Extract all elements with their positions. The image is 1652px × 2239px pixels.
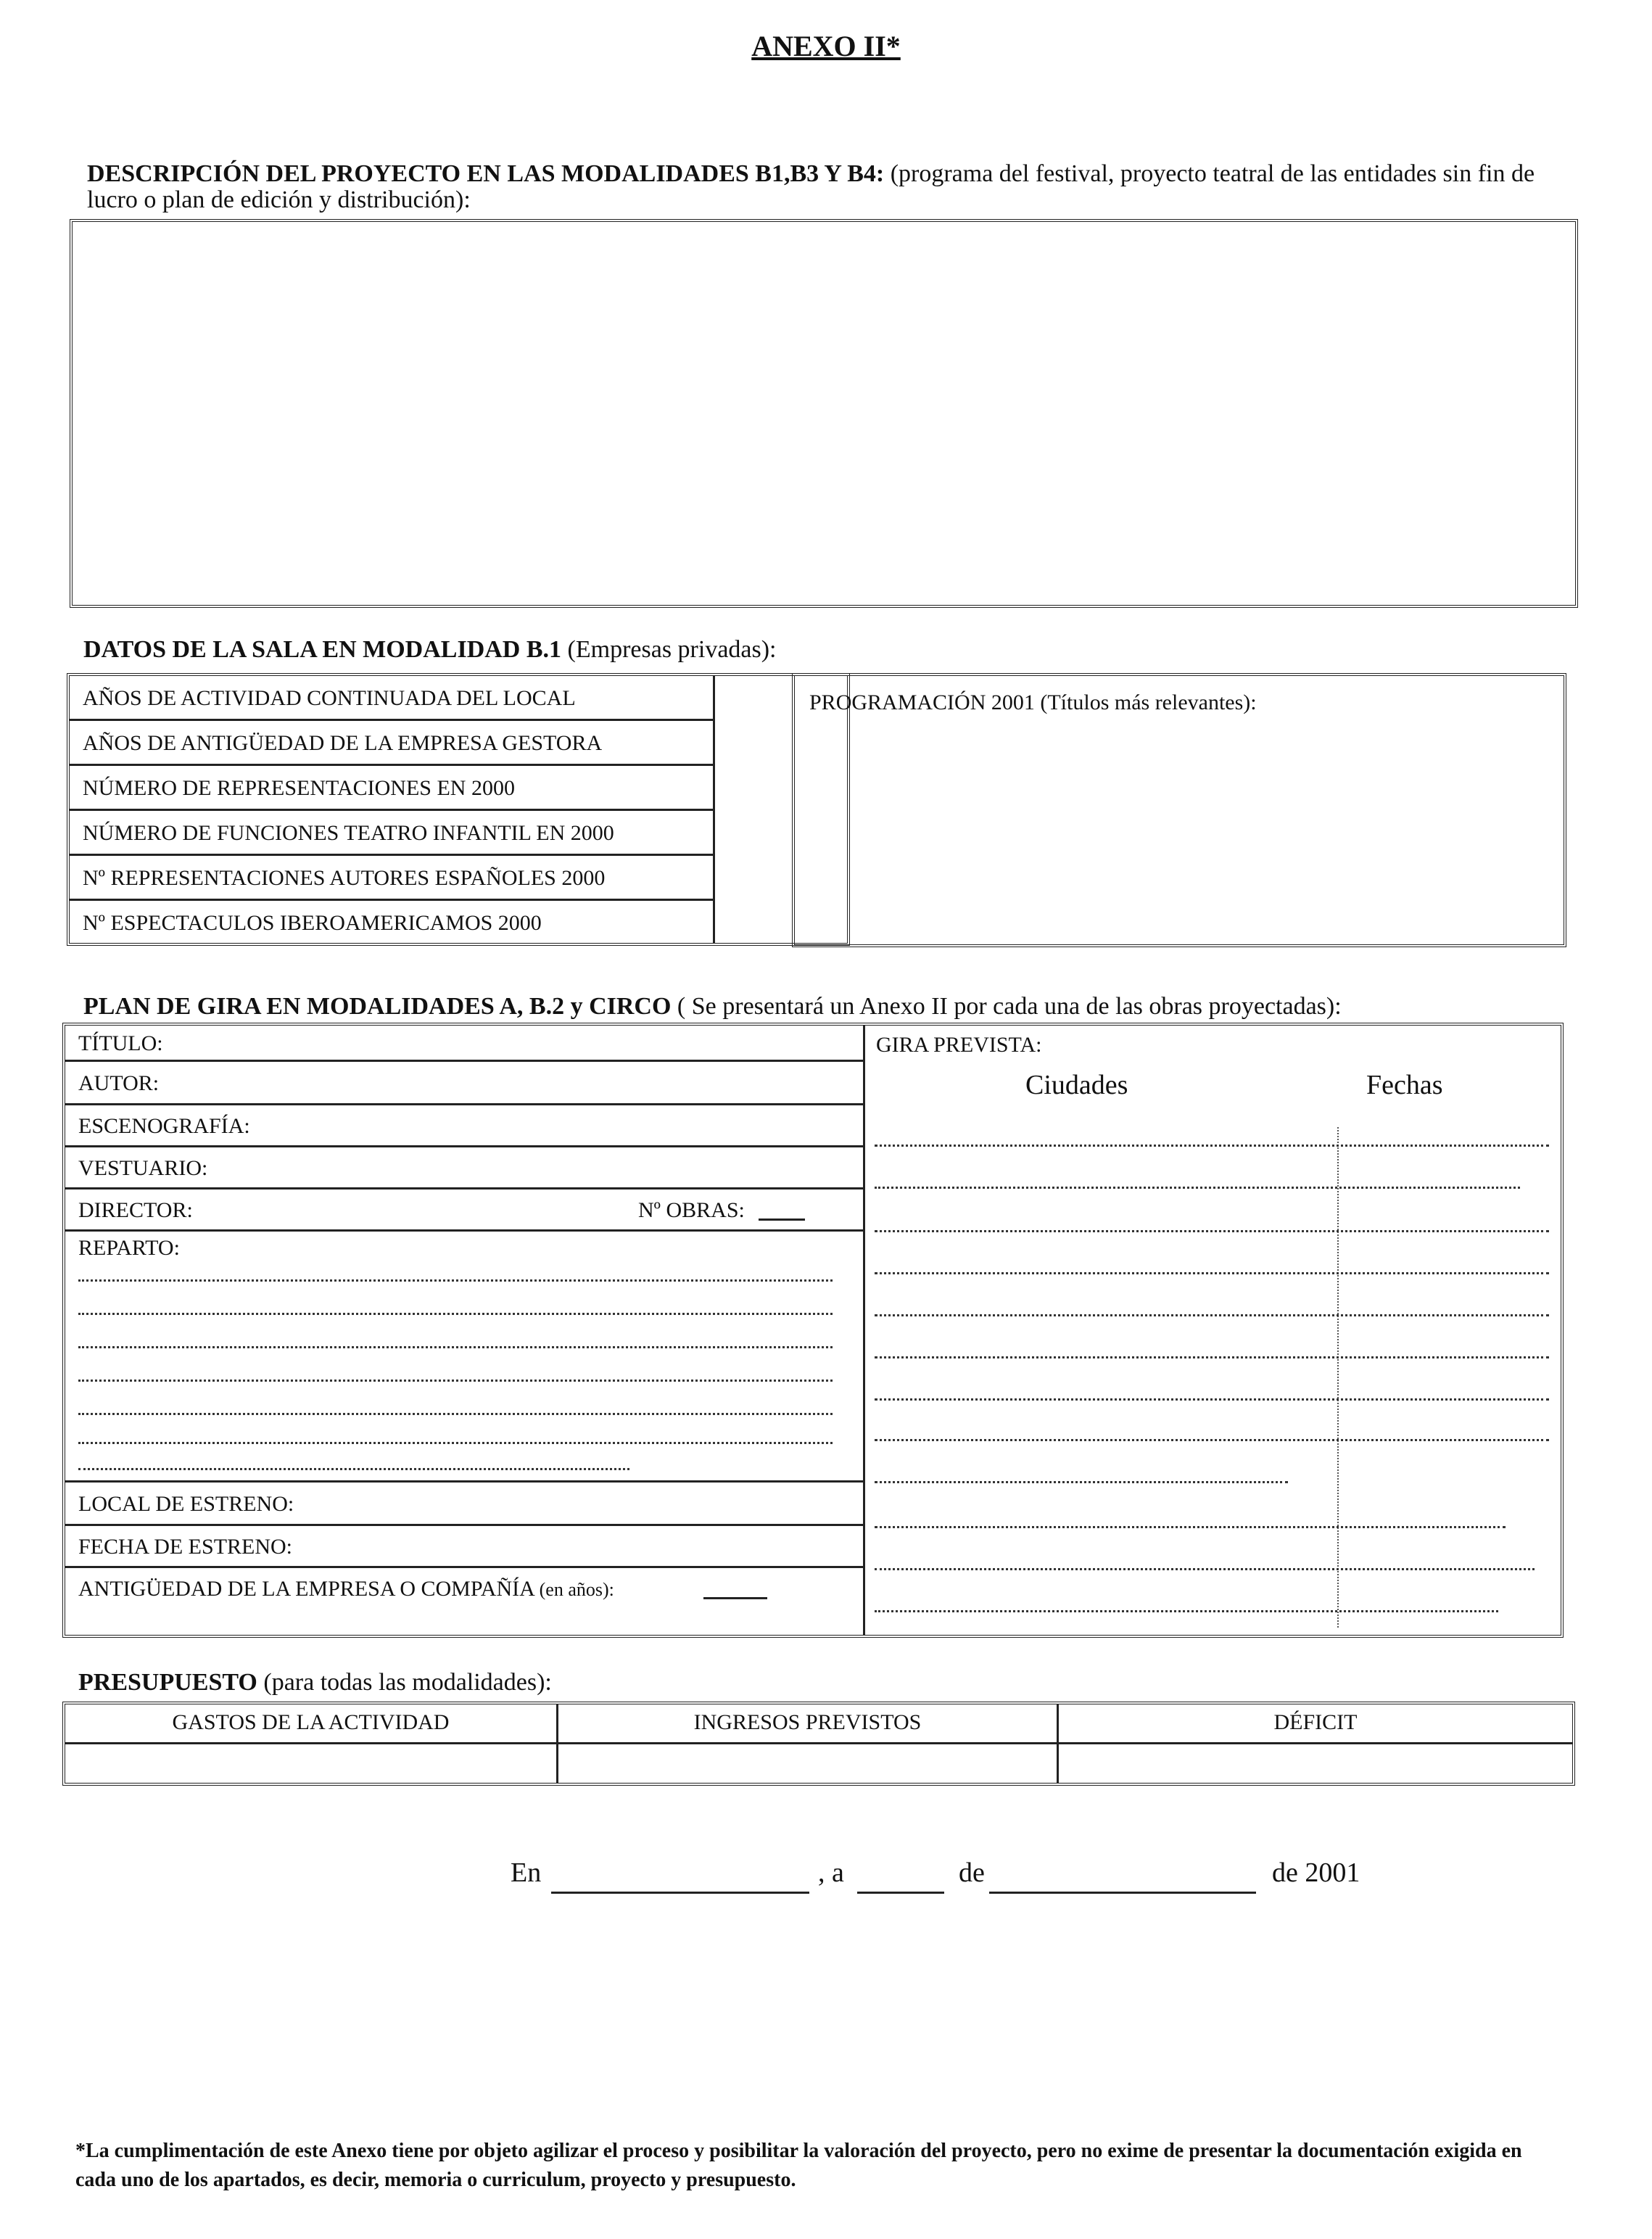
gastos-column-head: GASTOS DE LA ACTIVIDAD bbox=[65, 1704, 556, 1744]
signature-en: En bbox=[511, 1857, 542, 1888]
section-budget-heading-bold: PRESUPUESTO bbox=[78, 1669, 257, 1696]
column-divider bbox=[863, 1026, 865, 1635]
gira-dotted-line[interactable] bbox=[875, 1481, 1288, 1483]
signature-de: de bbox=[959, 1857, 985, 1888]
section-venue-heading bbox=[83, 637, 777, 663]
section-budget-heading bbox=[78, 1670, 552, 1696]
antiguedad-blank[interactable] bbox=[703, 1597, 767, 1599]
gira-dotted-line[interactable] bbox=[875, 1398, 1549, 1401]
deficit-column-head: DÉFICIT bbox=[1059, 1704, 1572, 1744]
section-description-heading-bold: DESCRIPCIÓN DEL PROYECTO EN LAS MODALIDADES B1,B3 Y B4: bbox=[87, 160, 885, 187]
budget-table bbox=[62, 1702, 1575, 1786]
programacion-label: PROGRAMACIÓN 2001 (Títulos más relevantes): bbox=[809, 690, 1257, 714]
section-description-heading bbox=[87, 161, 1552, 213]
escenografia-field[interactable] bbox=[65, 1105, 863, 1147]
signature-place-blank[interactable] bbox=[551, 1892, 809, 1894]
section-description-heading-note: (programa del festival, proyecto teatral de las entidades sin fin de lucro o plan de edición y distribución): bbox=[87, 160, 1535, 213]
section-tour-heading-bold: PLAN DE GIRA EN MODALIDADES A, B.2 y CIRCO bbox=[83, 993, 672, 1020]
fecha-estreno-label: FECHA DE ESTRENO: bbox=[78, 1535, 293, 1559]
n-obras-label: Nº OBRAS: bbox=[638, 1198, 745, 1222]
section-budget-heading-note: (para todas las modalidades): bbox=[257, 1669, 552, 1696]
gira-dotted-line[interactable] bbox=[875, 1145, 1549, 1147]
reparto-dotted-line bbox=[78, 1313, 833, 1315]
venue-data-table bbox=[67, 673, 850, 946]
gira-dotted-line[interactable] bbox=[875, 1314, 1549, 1316]
gira-dotted-line[interactable] bbox=[875, 1568, 1535, 1570]
programacion-field[interactable] bbox=[792, 673, 1566, 947]
n-obras-blank[interactable] bbox=[759, 1219, 805, 1221]
gira-column-separator bbox=[1337, 1127, 1339, 1628]
section-venue-heading-bold: DATOS DE LA SALA EN MODALIDAD B.1 bbox=[83, 636, 562, 663]
ciudades-column-head: Ciudades bbox=[1025, 1070, 1128, 1100]
signature-a: , a bbox=[818, 1857, 844, 1888]
reparto-dotted-line bbox=[78, 1468, 629, 1470]
venue-row-label: Nº ESPECTACULOS IBEROAMERICAMOS 2000 bbox=[70, 901, 715, 943]
venue-row-label: NÚMERO DE REPRESENTACIONES EN 2000 bbox=[70, 766, 715, 811]
page-title: ANEXO II* bbox=[751, 30, 901, 62]
reparto-dotted-line bbox=[78, 1413, 833, 1415]
director-field[interactable] bbox=[65, 1189, 863, 1232]
signature-year: de 2001 bbox=[1272, 1857, 1360, 1888]
gira-dotted-line[interactable] bbox=[875, 1272, 1549, 1274]
gira-dotted-line[interactable] bbox=[875, 1230, 1549, 1232]
antiguedad-field[interactable] bbox=[65, 1568, 863, 1635]
fechas-column-head: Fechas bbox=[1366, 1070, 1443, 1100]
reparto-field[interactable] bbox=[65, 1232, 863, 1483]
escenografia-label: ESCENOGRAFÍA: bbox=[78, 1114, 250, 1138]
project-description-field[interactable] bbox=[70, 219, 1578, 608]
section-venue-heading-note: (Empresas privadas): bbox=[561, 636, 777, 663]
reparto-dotted-line bbox=[78, 1279, 833, 1282]
venue-row-label: AÑOS DE ACTIVIDAD CONTINUADA DEL LOCAL bbox=[70, 676, 715, 721]
autor-label: AUTOR: bbox=[78, 1071, 160, 1095]
vestuario-label: VESTUARIO: bbox=[78, 1156, 208, 1180]
director-label: DIRECTOR: bbox=[78, 1198, 193, 1222]
local-estreno-field[interactable] bbox=[65, 1483, 863, 1526]
reparto-dotted-line bbox=[78, 1442, 833, 1444]
section-tour-heading bbox=[83, 994, 1342, 1020]
autor-field[interactable] bbox=[65, 1062, 863, 1105]
venue-row-label: AÑOS DE ANTIGÜEDAD DE LA EMPRESA GESTORA bbox=[70, 721, 715, 766]
reparto-dotted-line bbox=[78, 1380, 833, 1382]
gira-dotted-line[interactable] bbox=[875, 1526, 1506, 1528]
footnote: *La cumplimentación de este Anexo tiene por objeto agilizar el proceso y posibilitar la valoración del proyecto, pero no exime de presentar la documentación exigida en cada uno de los apartados, es decir, memoria o curriculum, proyecto y presupuesto. bbox=[75, 2140, 1522, 2191]
signature-day-blank[interactable] bbox=[857, 1892, 944, 1894]
signature-month-blank[interactable] bbox=[989, 1892, 1256, 1894]
fecha-estreno-field[interactable] bbox=[65, 1526, 863, 1568]
antiguedad-label: ANTIGÜEDAD DE LA EMPRESA O COMPAÑÍA bbox=[78, 1577, 534, 1601]
gira-dotted-line[interactable] bbox=[875, 1439, 1549, 1441]
vestuario-field[interactable] bbox=[65, 1147, 863, 1189]
local-estreno-label: LOCAL DE ESTRENO: bbox=[78, 1492, 294, 1516]
tour-plan-table bbox=[62, 1023, 1564, 1638]
gastos-column[interactable] bbox=[65, 1704, 558, 1783]
venue-row-label: NÚMERO DE FUNCIONES TEATRO INFANTIL EN 2000 bbox=[70, 811, 715, 856]
venue-row-label: Nº REPRESENTACIONES AUTORES ESPAÑOLES 2000 bbox=[70, 856, 715, 901]
gira-dotted-line[interactable] bbox=[875, 1356, 1549, 1358]
gira-dotted-line[interactable] bbox=[875, 1610, 1498, 1612]
section-tour-heading-note: ( Se presentará un Anexo II por cada una de las obras proyectadas): bbox=[671, 993, 1342, 1020]
ingresos-column[interactable] bbox=[558, 1704, 1059, 1783]
ingresos-column-head: INGRESOS PREVISTOS bbox=[558, 1704, 1057, 1744]
gira-dotted-line[interactable] bbox=[875, 1187, 1520, 1189]
antiguedad-units: (en años): bbox=[539, 1579, 614, 1600]
deficit-column[interactable] bbox=[1059, 1704, 1572, 1783]
reparto-dotted-line bbox=[78, 1346, 833, 1348]
reparto-label: REPARTO: bbox=[78, 1236, 180, 1260]
gira-prevista-label: GIRA PREVISTA: bbox=[876, 1033, 1042, 1057]
titulo-label: TÍTULO: bbox=[78, 1031, 163, 1055]
titulo-field[interactable] bbox=[65, 1026, 863, 1062]
